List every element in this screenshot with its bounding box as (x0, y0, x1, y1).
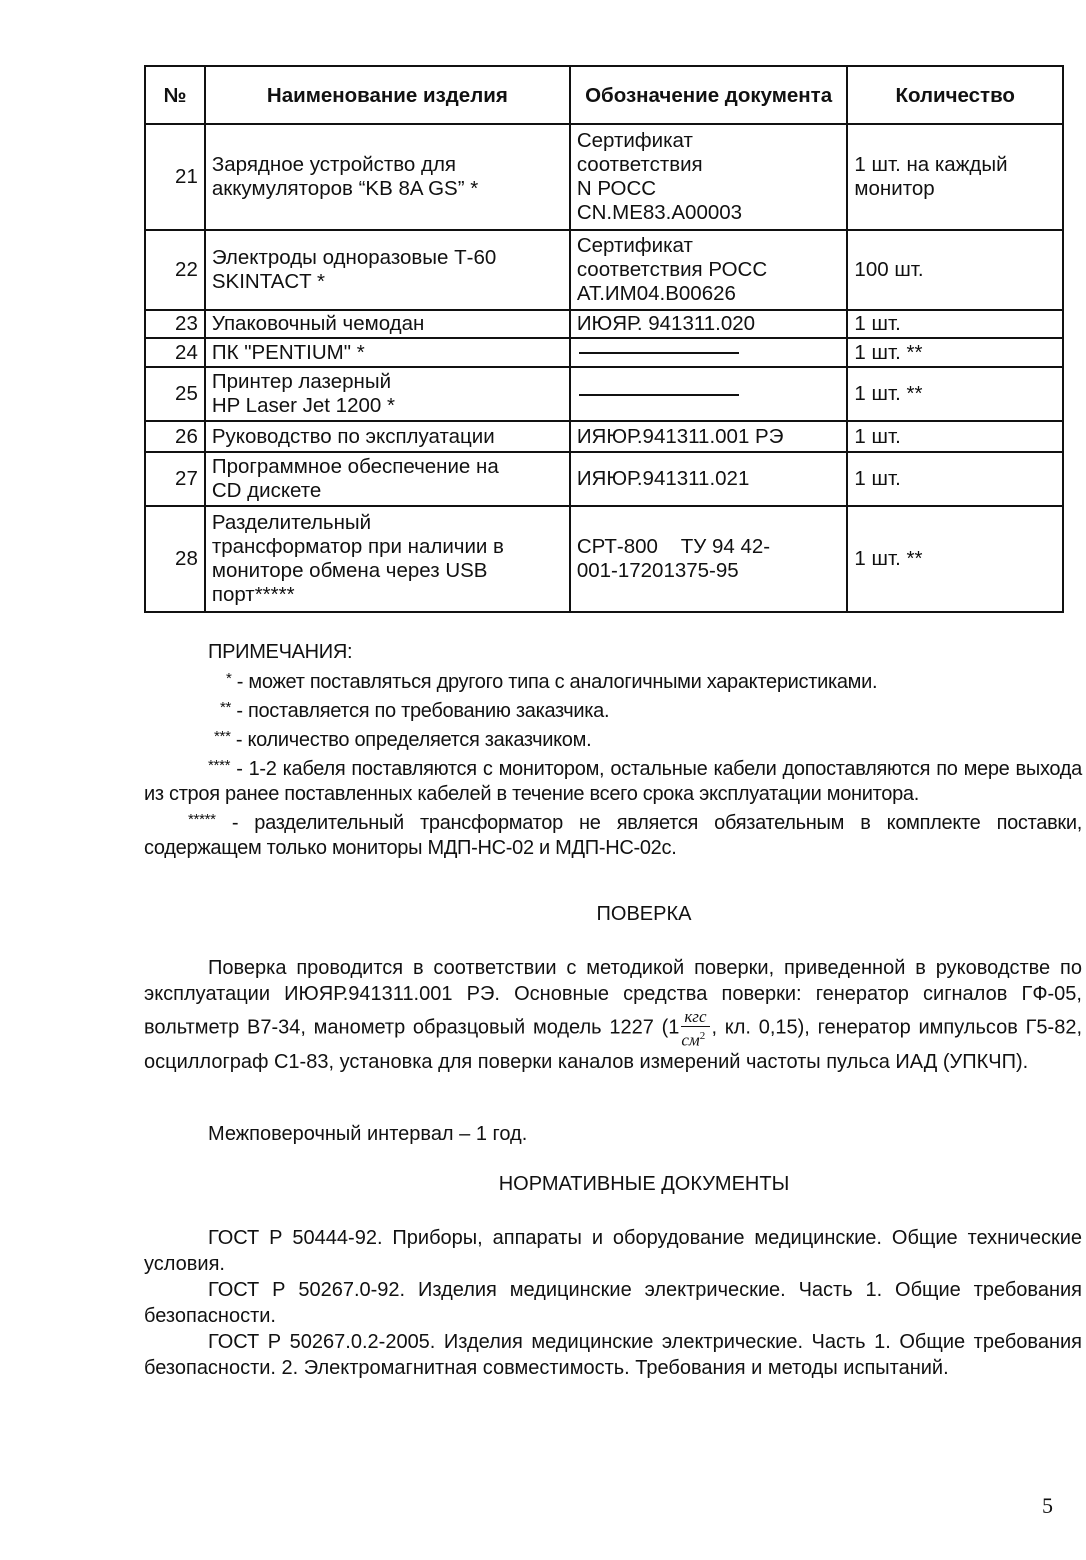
verification-text-b: , кл. 0,15), генератор импульсов Г5-82, осциллограф С1-83, установка для поверки каналов измерений частоты пульса ИАД (УПКЧП). (144, 1016, 1082, 1073)
row-document (570, 367, 848, 421)
table-row (145, 230, 1063, 310)
cell-line: 001-17201375-95 (576, 559, 739, 582)
table-row (145, 338, 1063, 367)
row-number: 25 (145, 367, 205, 421)
interval-paragraph (144, 1122, 1082, 1148)
row-number: 24 (145, 338, 205, 367)
table-header-row (145, 66, 1063, 124)
verification-title: ПОВЕРКА (596, 903, 692, 925)
cell-line: HP Laser Jet 1200 * (211, 394, 395, 417)
row-item-name (205, 506, 570, 612)
row-quantity (847, 124, 1063, 230)
row-item-name (205, 230, 570, 310)
cell-line: СРТ-800 ТУ 94 42- (576, 535, 771, 558)
header-item-name: Наименование изделия (205, 66, 570, 124)
note-text: - разделительный трансформатор не является обязательным в комплекте поставки, содержащем только мониторы МДП-НС-02 и МДП-НС-02с. (144, 812, 1082, 859)
table-row (145, 452, 1063, 506)
normative-text: ГОСТ Р 50267.0-92. Изделия медицинские электрические. Часть 1. Общие требования безопасности. (144, 1279, 1082, 1327)
row-document (570, 338, 848, 367)
row-item-name: ПК "PENTIUM" * (205, 338, 570, 367)
note-mark: * (226, 670, 232, 687)
normative-item (144, 1278, 1082, 1329)
table-row (145, 310, 1063, 338)
row-number: 27 (145, 452, 205, 506)
cell-line: CD дискете (211, 479, 322, 502)
row-quantity: 1 шт. (847, 452, 1063, 506)
header-quantity: Количество (847, 66, 1063, 124)
note-text: - количество определяется заказчиком. (230, 729, 592, 751)
cell-line: мониторе обмена через USB (211, 559, 488, 582)
cell-line: Сертификат (576, 234, 693, 257)
empty-dash (579, 352, 739, 354)
note-item (144, 807, 1082, 861)
cell-line: монитор (854, 177, 935, 200)
row-document (570, 124, 848, 230)
delivery-set-table (144, 65, 1064, 613)
note-text: - 1-2 кабеля поставляются с монитором, остальные кабели допоставляются по мере выхода из строя ранее поставленных кабелей в течение всего срока эксплуатации монитора. (144, 758, 1082, 805)
notes-title: ПРИМЕЧАНИЯ: (208, 641, 353, 663)
fraction-numerator: кгс (681, 1007, 709, 1027)
row-number: 28 (145, 506, 205, 612)
cell-line: трансформатор при наличии в (211, 535, 504, 558)
row-number: 21 (145, 124, 205, 230)
row-quantity: 1 шт. (847, 421, 1063, 452)
note-item (144, 666, 1082, 695)
normative-text: ГОСТ Р 50267.0.2-2005. Изделия медицинские электрические. Часть 1. Общие требования безопасности. 2. Электромагнитная совместимость. Требования и методы испытаний. (144, 1331, 1082, 1379)
row-number: 26 (145, 421, 205, 452)
row-item-name (205, 367, 570, 421)
note-text: - может поставляться другого типа с аналогичными характеристиками. (231, 671, 878, 693)
fraction-exponent: 2 (699, 1030, 706, 1042)
table-row (145, 124, 1063, 230)
cell-line: порт***** (211, 583, 295, 606)
row-quantity: 1 шт. (847, 310, 1063, 338)
row-quantity: 1 шт. ** (847, 338, 1063, 367)
row-item-name: Упаковочный чемодан (205, 310, 570, 338)
cell-line: аккумуляторов “KB 8A GS” * (211, 177, 479, 200)
row-number: 22 (145, 230, 205, 310)
table-row (145, 421, 1063, 452)
row-item-name (205, 452, 570, 506)
row-document: ИЮЯР. 941311.020 (570, 310, 848, 338)
cell-line: соответствия РОСС (576, 258, 768, 281)
cell-line: AT.ИМ04.B00626 (576, 282, 736, 305)
header-document-text: Обозначение документа (585, 83, 833, 107)
row-document: ИЯЮР.941311.021 (570, 452, 848, 506)
verification-paragraph (144, 956, 1082, 1075)
row-item-name (205, 124, 570, 230)
notes-section (144, 640, 1082, 861)
interval-text: Межповерочный интервал – 1 год. (208, 1123, 528, 1145)
cell-line: Зарядное устройство для (211, 153, 457, 176)
cell-line: SKINTACT * (211, 270, 326, 293)
row-item-name: Руководство по эксплуатации (205, 421, 570, 452)
row-document (570, 230, 848, 310)
cell-line: CN.ME83.A00003 (576, 201, 743, 224)
cell-line: Разделительный (211, 511, 372, 534)
row-document (570, 506, 848, 612)
row-document: ИЯЮР.941311.001 РЭ (570, 421, 848, 452)
normative-title: НОРМАТИВНЫЕ ДОКУМЕНТЫ (498, 1173, 790, 1195)
cell-line: Электроды одноразовые Т-60 (211, 246, 497, 269)
normative-item (144, 1226, 1082, 1277)
note-mark: ***** (188, 811, 216, 828)
note-text: - поставляется по требованию заказчика. (231, 700, 610, 722)
normative-item (144, 1330, 1082, 1381)
note-mark: **** (208, 757, 231, 774)
cell-line: Сертификат (576, 129, 693, 152)
empty-dash (579, 394, 739, 396)
table-row (145, 367, 1063, 421)
row-quantity: 100 шт. (847, 230, 1063, 310)
table-row (145, 506, 1063, 612)
note-mark: *** (214, 728, 231, 745)
cell-line: 1 шт. на каждый (854, 153, 1008, 176)
cell-line: N РОСС (576, 177, 657, 200)
note-mark: ** (220, 699, 232, 716)
cell-line: Принтер лазерный (211, 370, 392, 393)
fraction-denominator (681, 1027, 709, 1050)
cell-line: Программное обеспечение на (211, 455, 499, 478)
note-item (144, 753, 1082, 807)
header-number: № (145, 66, 205, 124)
note-item (144, 695, 1082, 724)
unit-fraction (681, 1007, 709, 1050)
note-item (144, 724, 1082, 753)
header-document (570, 66, 848, 124)
fraction-den-text: см (681, 1030, 700, 1050)
row-number: 23 (145, 310, 205, 338)
page-number: 5 (1042, 1493, 1053, 1518)
verification-text-a: Поверка проводится в соответствии с методикой поверки, приведенной в руководстве по эксплуатации ИЮЯР.941311.001 РЭ. Основные средства поверки: генератор сигналов ГФ-05, вольтметр В7-34, манометр образцовый модель 1227 (1 (144, 957, 1082, 1039)
row-quantity: 1 шт. ** (847, 506, 1063, 612)
row-quantity: 1 шт. ** (847, 367, 1063, 421)
cell-line: соответствия (576, 153, 703, 176)
normative-text: ГОСТ Р 50444-92. Приборы, аппараты и оборудование медицинские. Общие технические условия. (144, 1227, 1082, 1275)
